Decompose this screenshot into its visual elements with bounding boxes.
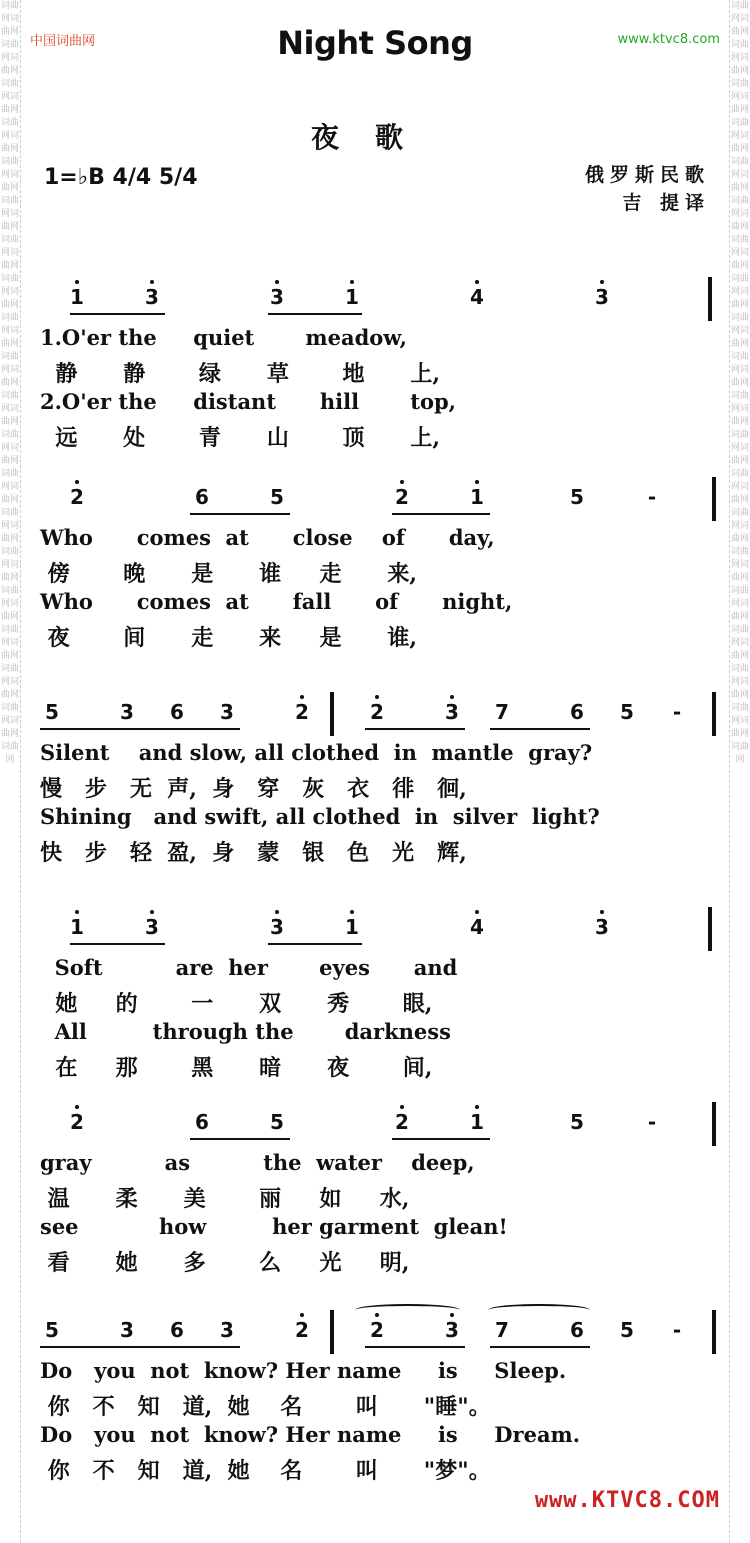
octave-dot <box>400 480 404 484</box>
watermark-url: www.KTVC8.COM <box>534 1488 720 1513</box>
note: 1 <box>345 915 359 939</box>
note: 6 <box>170 1318 184 1342</box>
slur-mark <box>355 1304 460 1316</box>
note: - <box>672 1318 682 1342</box>
note: 3 <box>270 285 284 309</box>
bar-line <box>712 477 716 521</box>
note: 2 <box>295 700 309 724</box>
note: 2 <box>395 1110 409 1134</box>
note: 3 <box>445 1318 459 1342</box>
site-url-right[interactable]: www.ktvc8.com <box>617 32 720 47</box>
beam-line <box>365 1346 465 1348</box>
octave-dot <box>375 695 379 699</box>
note: 1 <box>70 915 84 939</box>
note: 5 <box>270 1110 284 1134</box>
lyric-line-english: gray as the water deep, <box>40 1150 475 1175</box>
beam-line <box>40 1346 240 1348</box>
octave-dot <box>475 1105 479 1109</box>
note: 3 <box>595 285 609 309</box>
note: 2 <box>370 1318 384 1342</box>
beam-line <box>392 513 490 515</box>
octave-dot <box>75 280 79 284</box>
note: - <box>672 700 682 724</box>
note: 5 <box>620 700 634 724</box>
octave-dot <box>350 910 354 914</box>
slur-mark <box>488 1304 590 1316</box>
beam-line <box>392 1138 490 1140</box>
lyric-line-english: All through the darkness <box>40 1019 451 1044</box>
note: 1 <box>470 1110 484 1134</box>
bar-line <box>712 1310 716 1354</box>
octave-dot <box>400 1105 404 1109</box>
beam-line <box>490 728 590 730</box>
note: 3 <box>120 700 134 724</box>
note: 6 <box>570 1318 584 1342</box>
song-title-english: Night Song <box>277 24 473 62</box>
note: 6 <box>195 485 209 509</box>
beam-line <box>268 943 362 945</box>
octave-dot <box>475 910 479 914</box>
lyric-line-english: Who comes at close of day, <box>40 525 495 550</box>
lyric-line-chinese: 看 她 多 么 光 明, <box>40 1250 410 1276</box>
note: - <box>647 1110 657 1134</box>
bar-line <box>708 277 712 321</box>
octave-dot <box>275 280 279 284</box>
note: 1 <box>470 485 484 509</box>
note: 3 <box>270 915 284 939</box>
note: 1 <box>345 285 359 309</box>
note: 3 <box>145 915 159 939</box>
note: 6 <box>170 700 184 724</box>
note: 5 <box>45 1318 59 1342</box>
lyric-line-chinese: 慢 步 无 声, 身 穿 灰 衣 徘 徊, <box>40 776 467 802</box>
lyric-line-chinese: 她 的 一 双 秀 眼, <box>40 991 433 1017</box>
octave-dot <box>300 1313 304 1317</box>
note: 2 <box>395 485 409 509</box>
site-name-left[interactable]: 中国词曲网 <box>30 34 96 49</box>
bar-line <box>712 1102 716 1146</box>
note: 5 <box>270 485 284 509</box>
lyric-line-english: 1.O'er the quiet meadow, <box>40 325 407 350</box>
octave-dot <box>600 280 604 284</box>
note: 7 <box>495 1318 509 1342</box>
note: 5 <box>570 1110 584 1134</box>
octave-dot <box>75 910 79 914</box>
octave-dot <box>150 910 154 914</box>
beam-line <box>365 728 465 730</box>
note: 2 <box>295 1318 309 1342</box>
beam-line <box>190 1138 290 1140</box>
note: 3 <box>120 1318 134 1342</box>
bar-line <box>708 907 712 951</box>
credit-translator: 吉 提译 <box>622 192 710 214</box>
octave-dot <box>450 695 454 699</box>
note: 6 <box>195 1110 209 1134</box>
bar-line <box>330 1310 334 1354</box>
octave-dot <box>150 280 154 284</box>
lyric-line-chinese: 傍 晚 是 谁 走 来, <box>40 561 418 587</box>
lyric-line-english: Silent and slow, all clothed in mantle gray? <box>40 740 593 765</box>
note: 1 <box>70 285 84 309</box>
note: 7 <box>495 700 509 724</box>
note: 5 <box>570 485 584 509</box>
key-signature: 1=♭B 4/4 5/4 <box>44 165 198 190</box>
bar-line <box>712 692 716 736</box>
lyric-line-english: Who comes at fall of night, <box>40 589 513 614</box>
lyric-line-english: Do you not know? Her name is Sleep. <box>40 1358 567 1383</box>
side-watermark-left: 词曲网词曲网词曲网词曲网词曲网词曲网词曲网词曲网词曲网词曲网词曲网词曲网词曲网词曲网词曲网词曲网词曲网词曲网词曲网词曲网词曲网词曲网词曲网词曲网词曲网词曲网词曲网词曲网词曲网词曲网词曲网词曲网词曲网词曲网词曲网词曲网词曲网词曲网词曲网 <box>0 0 21 1543</box>
octave-dot <box>475 480 479 484</box>
note: 2 <box>70 1110 84 1134</box>
octave-dot <box>300 695 304 699</box>
bar-line <box>330 692 334 736</box>
lyric-line-english: Do you not know? Her name is Dream. <box>40 1422 581 1447</box>
note: 4 <box>470 915 484 939</box>
lyric-line-english: 2.O'er the distant hill top, <box>40 389 456 414</box>
lyric-line-chinese: 在 那 黑 暗 夜 间, <box>40 1055 433 1081</box>
note: 4 <box>470 285 484 309</box>
octave-dot <box>350 280 354 284</box>
beam-line <box>268 313 362 315</box>
beam-line <box>70 313 165 315</box>
beam-line <box>70 943 165 945</box>
lyric-line-english: Shining and swift, all clothed in silver light? <box>40 804 600 829</box>
lyric-line-chinese: 快 步 轻 盈, 身 蒙 银 色 光 辉, <box>40 840 467 866</box>
note: 2 <box>370 700 384 724</box>
octave-dot <box>275 910 279 914</box>
note: 3 <box>595 915 609 939</box>
lyric-line-chinese: 温 柔 美 丽 如 水, <box>40 1186 410 1212</box>
octave-dot <box>75 1105 79 1109</box>
note: - <box>647 485 657 509</box>
lyric-line-english: Soft are her eyes and <box>40 955 458 980</box>
note: 5 <box>620 1318 634 1342</box>
note: 2 <box>70 485 84 509</box>
lyric-line-chinese: 静 静 绿 草 地 上, <box>40 361 441 387</box>
side-watermark-right: 词曲网词曲网词曲网词曲网词曲网词曲网词曲网词曲网词曲网词曲网词曲网词曲网词曲网词曲网词曲网词曲网词曲网词曲网词曲网词曲网词曲网词曲网词曲网词曲网词曲网词曲网词曲网词曲网词曲网词曲网词曲网词曲网词曲网词曲网词曲网词曲网词曲网词曲网词曲网 <box>729 0 750 1543</box>
octave-dot <box>475 280 479 284</box>
beam-line <box>40 728 240 730</box>
lyric-line-chinese: 你 不 知 道, 她 名 叫 "梦"。 <box>40 1458 491 1484</box>
credit-origin: 俄罗斯民歌 <box>584 164 710 186</box>
note: 3 <box>145 285 159 309</box>
octave-dot <box>75 480 79 484</box>
song-title-chinese: 夜歌 <box>310 121 439 154</box>
note: 6 <box>570 700 584 724</box>
note: 3 <box>220 700 234 724</box>
note: 3 <box>220 1318 234 1342</box>
lyric-line-chinese: 你 不 知 道, 她 名 叫 "睡"。 <box>40 1394 491 1420</box>
lyric-line-chinese: 远 处 青 山 顶 上, <box>40 425 441 451</box>
octave-dot <box>600 910 604 914</box>
beam-line <box>490 1346 590 1348</box>
note: 5 <box>45 700 59 724</box>
note: 3 <box>445 700 459 724</box>
beam-line <box>190 513 290 515</box>
lyric-line-chinese: 夜 间 走 来 是 谁, <box>40 625 418 651</box>
lyric-line-english: see how her garment glean! <box>40 1214 508 1239</box>
